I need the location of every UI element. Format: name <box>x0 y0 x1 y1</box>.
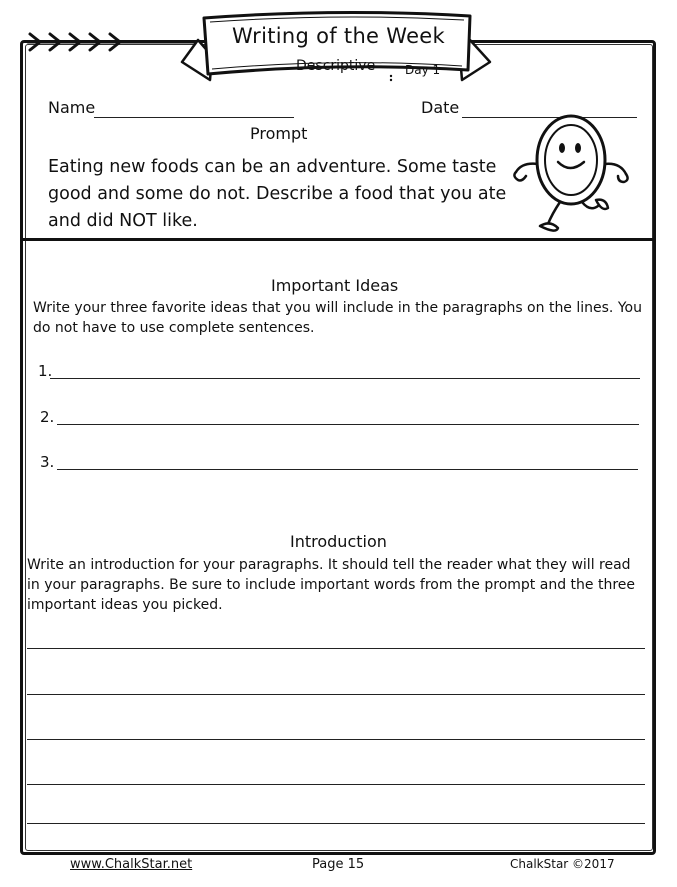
writing-line-4[interactable] <box>27 784 645 785</box>
page-number: Page 15 <box>312 857 365 872</box>
writing-line-1[interactable] <box>27 648 645 649</box>
genre-label: Descriptive <box>296 58 376 74</box>
writing-line-3[interactable] <box>27 739 645 740</box>
idea-number-3: 3. <box>40 453 55 471</box>
introduction-heading: Introduction <box>290 532 387 551</box>
worksheet-title: Writing of the Week <box>232 24 445 48</box>
writing-line-5[interactable] <box>27 823 645 824</box>
prompt-heading: Prompt <box>250 124 308 143</box>
date-label: Date <box>421 98 460 117</box>
idea-line-3[interactable] <box>57 469 638 470</box>
introduction-instruction: Write an introduction for your paragraphs. It should tell the reader what they will read in your paragraphs. Be sure to include important words from the prompt and the three important ideas you picked. <box>27 557 635 613</box>
prompt-text: Eating new foods can be an adventure. Some taste good and some do not. Describe a food that you ate and did NOT like. <box>48 157 507 231</box>
writing-line-2[interactable] <box>27 694 645 695</box>
day-label: Day 1 <box>405 63 441 77</box>
idea-line-2[interactable] <box>57 424 639 425</box>
website-link[interactable]: www.ChalkStar.net <box>70 857 193 872</box>
copyright: ChalkStar ©2017 <box>510 857 615 871</box>
idea-line-1[interactable] <box>50 378 640 379</box>
idea-number-2: 2. <box>40 408 55 426</box>
important-ideas-instruction: Write your three favorite ideas that you will include in the paragraphs on the lines. You do not have to use complete sentences. <box>33 300 642 336</box>
important-ideas-heading: Important Ideas <box>271 276 399 295</box>
idea-number-1: 1. <box>38 362 53 380</box>
name-line[interactable] <box>94 117 294 118</box>
name-label: Name <box>48 98 96 117</box>
egg-mascot-icon <box>508 104 643 240</box>
